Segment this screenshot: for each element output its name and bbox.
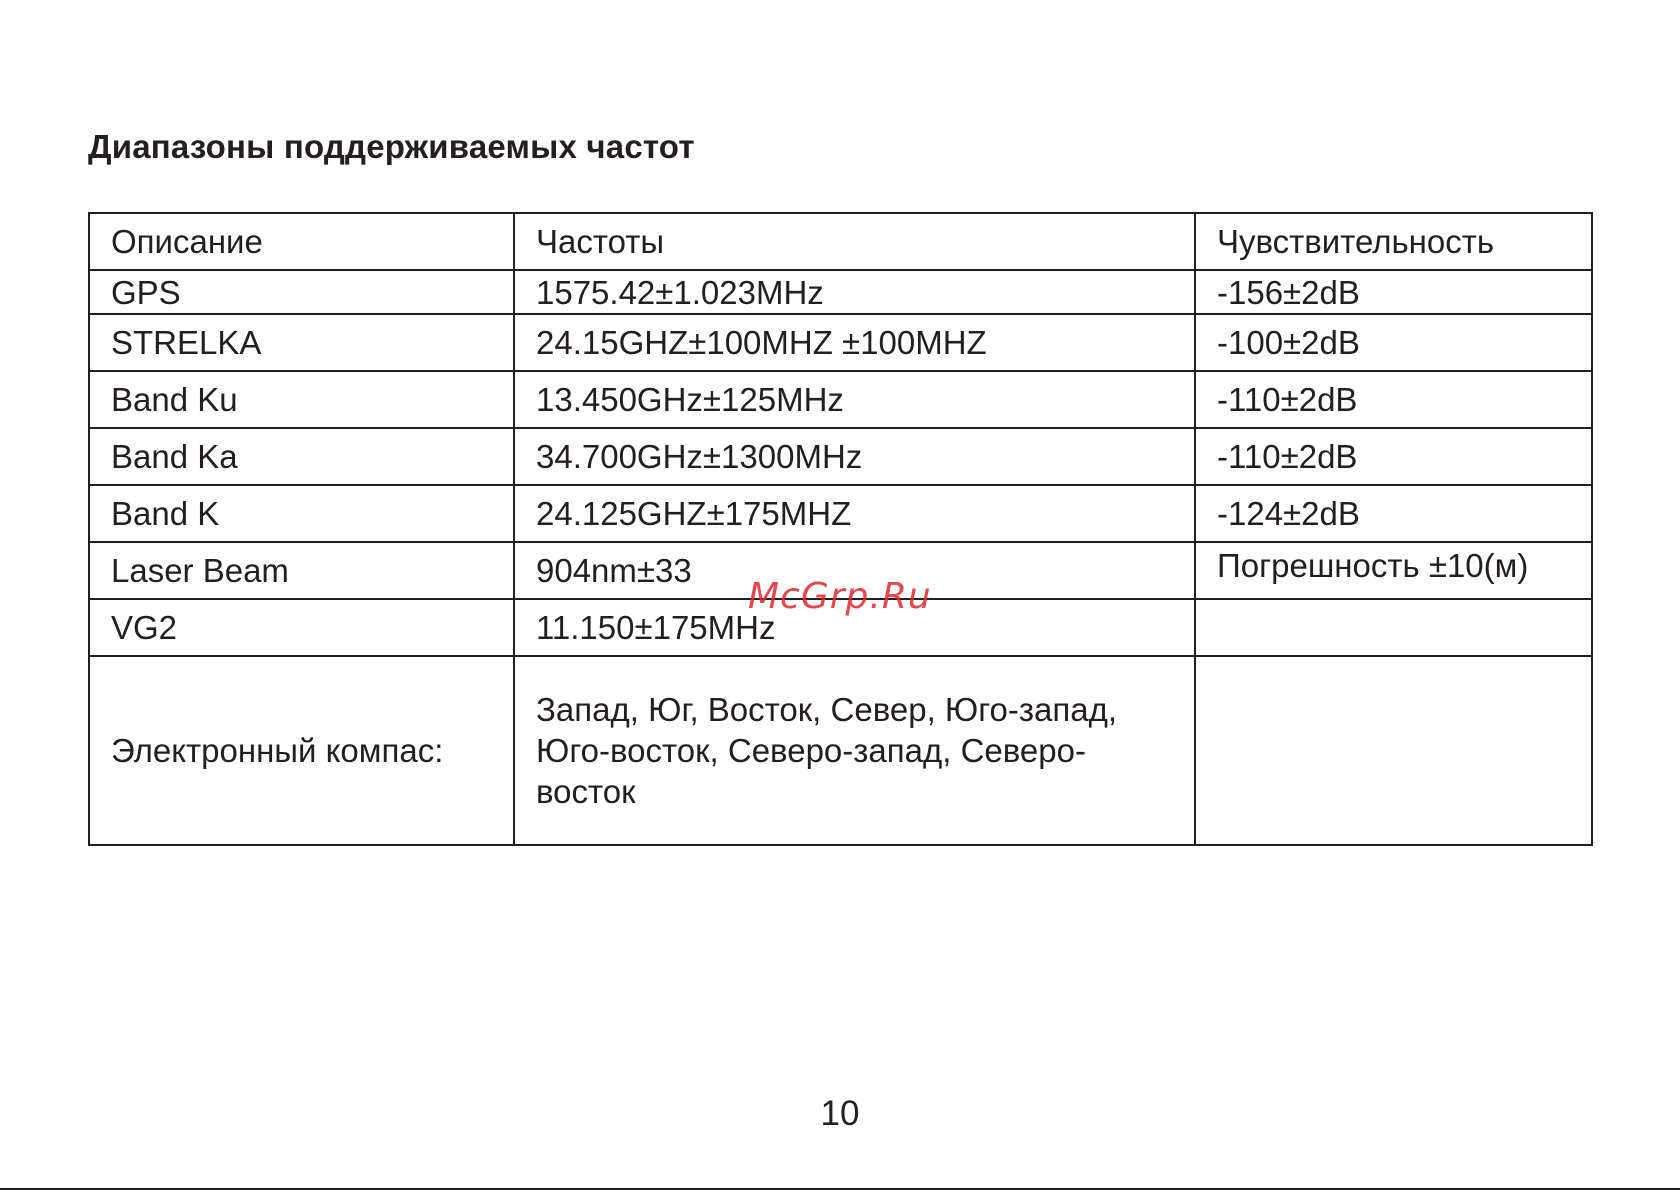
frequency-cell: 1575.42±1.023MHz xyxy=(514,270,1195,314)
frequency-cell: 24.125GHZ±175MHZ xyxy=(514,485,1195,542)
description-cell: Band K xyxy=(89,485,514,542)
column-header-sensitivity: Чувствительность xyxy=(1195,213,1592,270)
page-number: 10 xyxy=(820,1094,860,1133)
description-cell: Band Ku xyxy=(89,371,514,428)
frequency-cell: 13.450GHz±125MHz xyxy=(514,371,1195,428)
sensitivity-cell xyxy=(1195,599,1592,656)
sensitivity-cell: -156±2dB xyxy=(1195,270,1592,314)
sensitivity-cell: -100±2dB xyxy=(1195,314,1592,371)
sensitivity-cell: -124±2dB xyxy=(1195,485,1592,542)
description-cell: Laser Beam xyxy=(89,542,514,599)
column-header-description: Описание xyxy=(89,213,514,270)
watermark: McGrp.Ru xyxy=(748,576,932,617)
table-row xyxy=(89,428,1592,485)
bottom-divider xyxy=(0,1188,1680,1190)
section-heading: Диапазоны поддерживаемых частот xyxy=(88,128,695,165)
frequency-cell: 34.700GHz±1300MHz xyxy=(514,428,1195,485)
description-cell: Band Ka xyxy=(89,428,514,485)
frequency-table xyxy=(88,212,1593,846)
frequency-cell: 24.15GHZ±100MHZ ±100MHZ xyxy=(514,314,1195,371)
table-row xyxy=(89,656,1592,845)
table-row xyxy=(89,314,1592,371)
description-cell: Электронный компас: xyxy=(89,656,514,845)
table-header-row xyxy=(89,213,1592,270)
sensitivity-cell: -110±2dB xyxy=(1195,371,1592,428)
frequency-cell: Запад, Юг, Восток, Север, Юго-запад, Юго-восток, Северо-запад, Северо-восток xyxy=(514,656,1195,845)
table-row xyxy=(89,485,1592,542)
sensitivity-cell xyxy=(1195,656,1592,845)
description-cell: GPS xyxy=(89,270,514,314)
sensitivity-cell: -110±2dB xyxy=(1195,428,1592,485)
sensitivity-cell: Погрешность ±10(м) xyxy=(1195,542,1592,599)
table-row xyxy=(89,371,1592,428)
table-row xyxy=(89,270,1592,314)
column-header-frequency: Частоты xyxy=(514,213,1195,270)
frequency-cell: 11.150±175MHz xyxy=(514,599,1195,656)
description-cell: VG2 xyxy=(89,599,514,656)
description-cell: STRELKA xyxy=(89,314,514,371)
frequency-cell: 904nm±33 xyxy=(514,542,1195,599)
